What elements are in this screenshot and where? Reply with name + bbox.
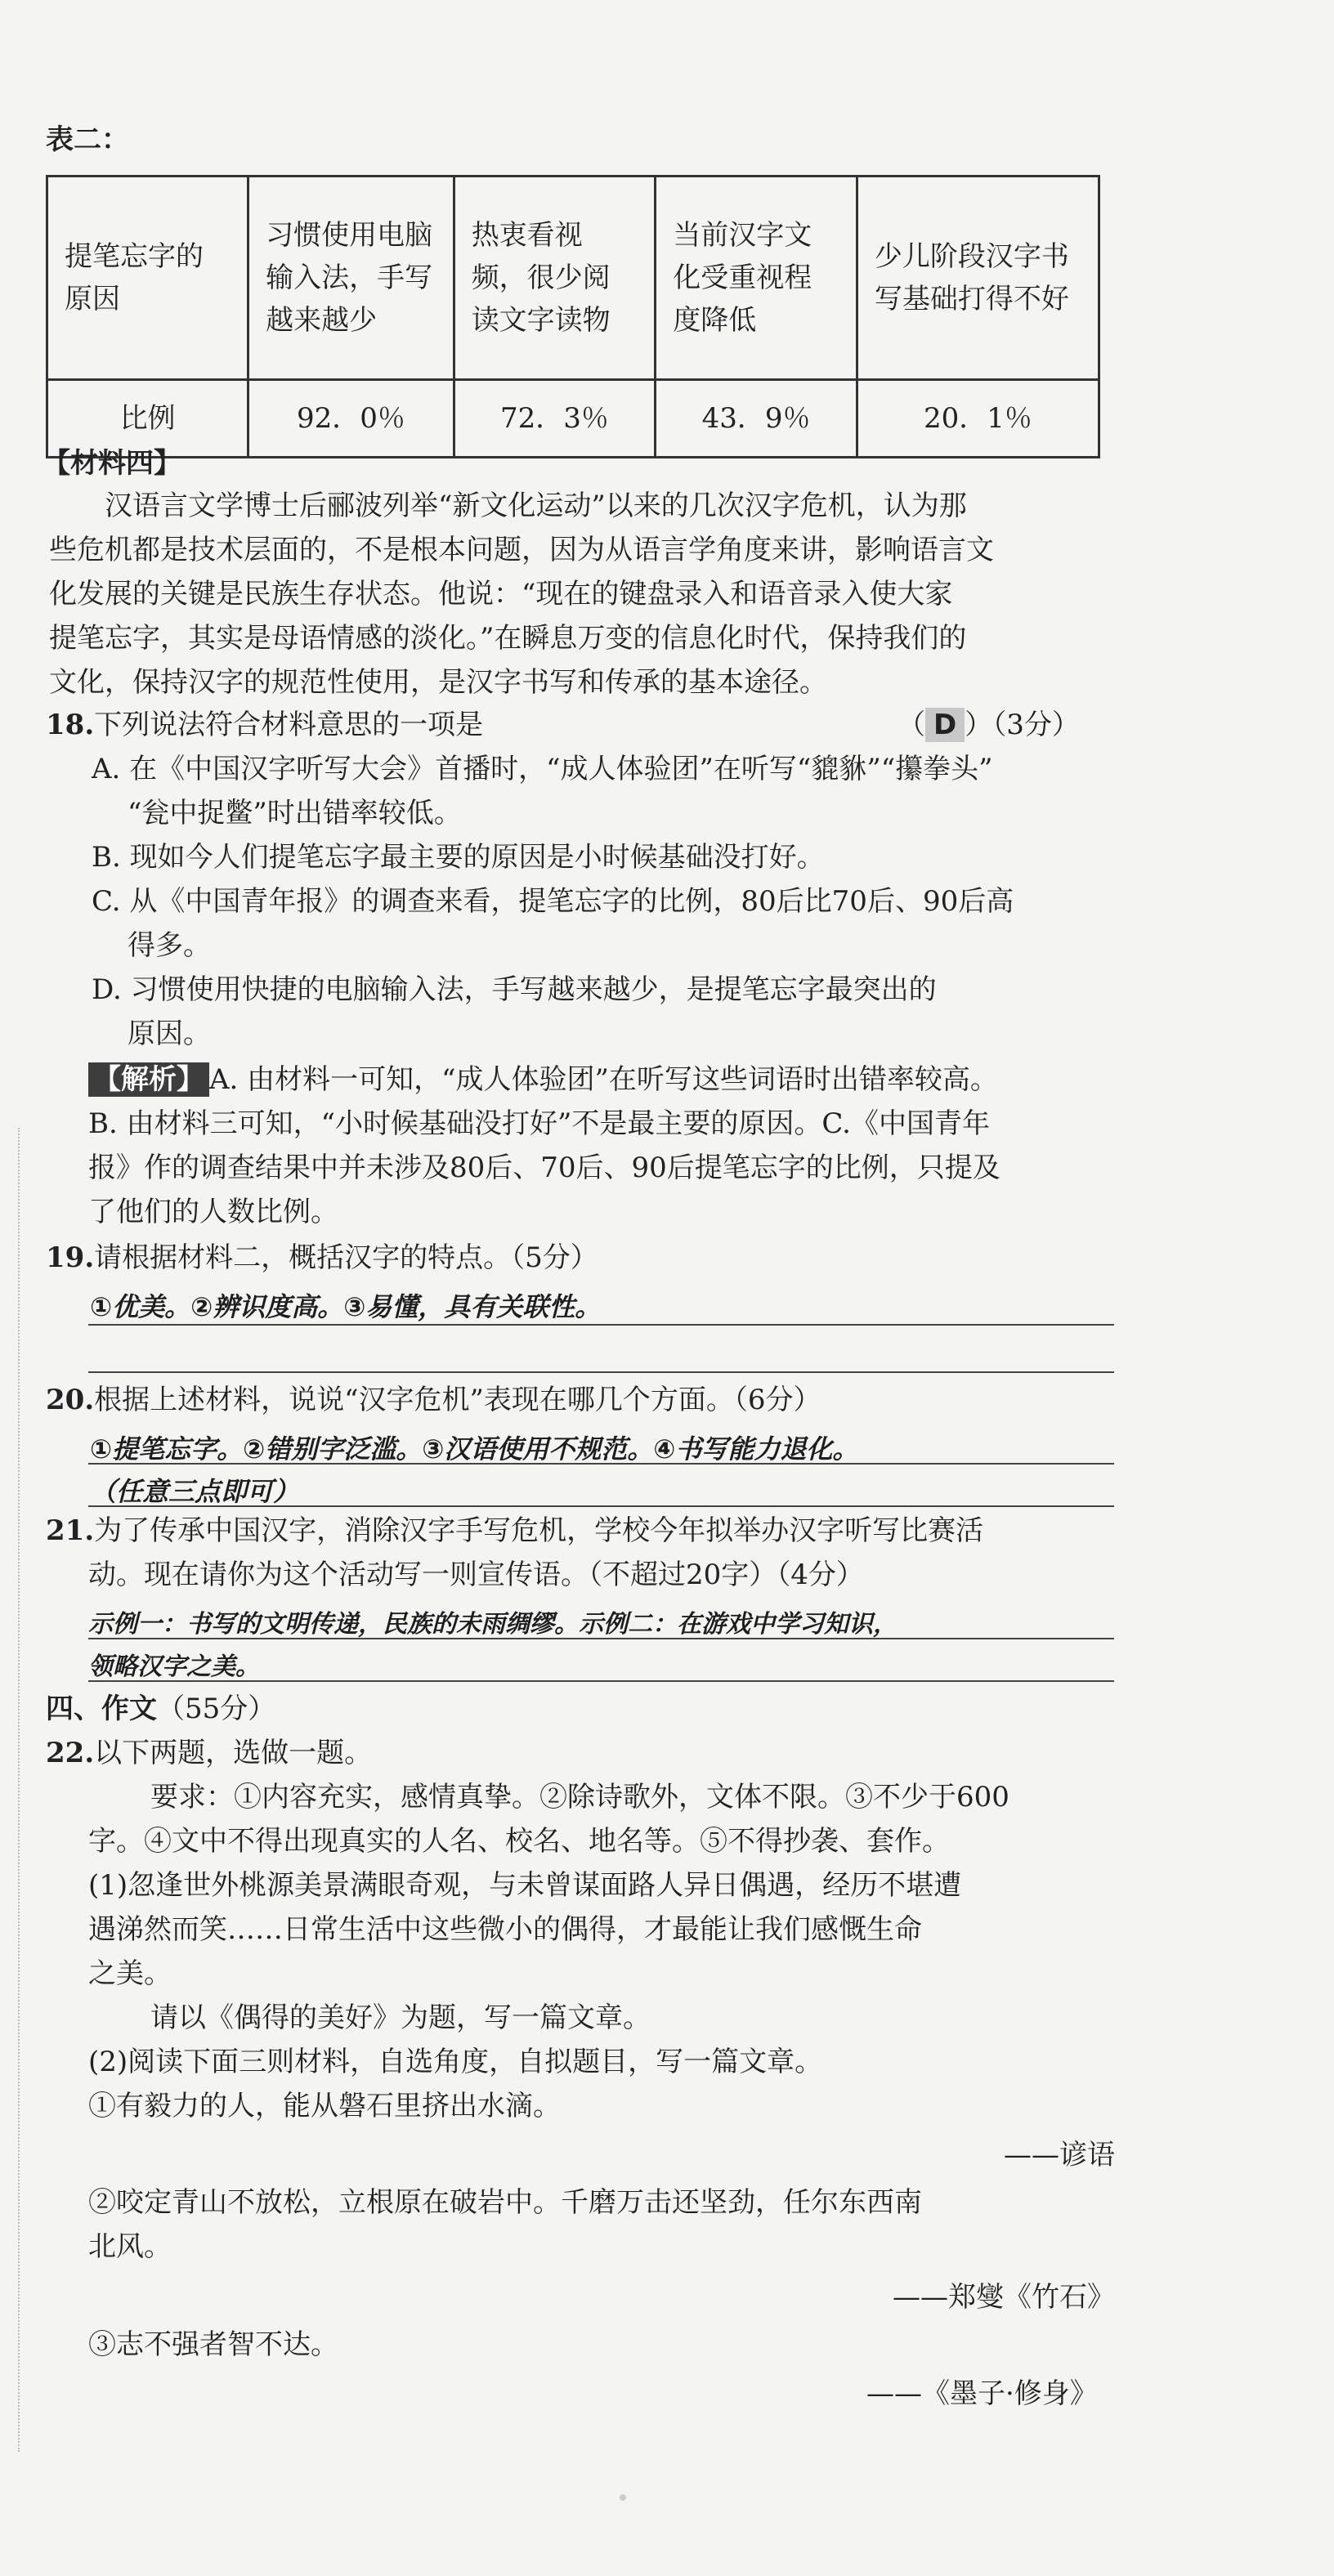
q22-material1-source: ——谚语 [1004, 2139, 1115, 2171]
analysis-text: A. 由材料一可知，“成人体验团”在听写这些词语时出错率较高。 [209, 1063, 998, 1096]
q22-prompt1: 遇涕然而笑……日常生活中这些微小的偶得，才最能让我们感慨生命 [88, 1913, 922, 1946]
option-a: A. 在《中国汉字听写大会》首播时，“成人体验团”在听写“貔貅”“攥拳头” [92, 753, 993, 785]
q20-stem [46, 1383, 821, 1417]
question-number: 19. [46, 1241, 95, 1274]
q22-prompt2: (2)阅读下面三则材料，自选角度，自拟题目，写一篇文章。 [88, 2046, 823, 2078]
q22-material3-source: ——《墨子·修身》 [866, 2377, 1098, 2410]
table-header-cell: 热衷看视频，很少阅读文字读物 [454, 177, 656, 380]
q22-requirement: 要求：①内容充实，感情真挚。②除诗歌外，文体不限。③不少于600 [150, 1781, 1009, 1813]
analysis-line: B. 由材料三可知，“小时候基础没打好”不是最主要的原因。C.《中国青年 [88, 1107, 990, 1140]
option-c: C. 从《中国青年报》的调查来看，提笔忘字的比例，80后比70后、90后高 [92, 885, 1014, 918]
q18-answer-slot [898, 708, 1080, 742]
table-cell: 92．0％ [248, 380, 454, 458]
answer-line [88, 1680, 1114, 1682]
table-header-row [47, 177, 1099, 380]
q22-material2: ②咬定青山不放松，立根原在破岩中。千磨万击还坚劲，任尔东西南 [88, 2186, 922, 2219]
q20-answer: （任意三点即可） [90, 1476, 300, 1507]
question-number: 18. [46, 709, 95, 741]
table-header-cell: 少儿阶段汉字书写基础打得不好 [857, 177, 1099, 380]
section-score: （55分） [157, 1693, 276, 1725]
question-text: 为了传承中国汉字，消除汉字手写危机，学校今年拟举办汉字听写比赛活 [94, 1514, 984, 1547]
answer-line [88, 1324, 1114, 1326]
page-dot [620, 2494, 626, 2501]
analysis-line: 了他们的人数比例。 [88, 1196, 338, 1228]
table-caption: 表二： [46, 123, 129, 156]
table-cell: 72．3％ [454, 380, 656, 458]
question-text: 请根据材料二，概括汉字的特点。（5分） [94, 1241, 598, 1274]
material4-line: 化发展的关键是民族生存状态。他说：“现在的键盘录入和语音录入使大家 [49, 578, 953, 610]
q21-stem [46, 1514, 983, 1548]
q18-stem [46, 708, 483, 742]
material4-title: 材料四 [70, 447, 154, 480]
material4-line: 提笔忘字，其实是母语情感的淡化。”在瞬息万变的信息化时代，保持我们的 [49, 622, 967, 655]
question-number: 22. [46, 1737, 95, 1769]
question-number: 21. [46, 1514, 95, 1547]
answer-line [88, 1505, 1114, 1507]
q22-prompt1: (1)忽逢世外桃源美景满眼奇观，与未曾谋面路人异日偶遇，经历不堪遭 [88, 1869, 962, 1902]
option-c-cont: 得多。 [128, 929, 211, 962]
q22-prompt1: 之美。 [88, 1957, 172, 1990]
table-header-cell: 当前汉字文化受重视程度降低 [656, 177, 857, 380]
answer-line [88, 1638, 1114, 1639]
question-number: 20. [46, 1384, 95, 1416]
analysis-line [88, 1062, 998, 1097]
material4-line: 汉语言文学博士后郦波列举“新文化运动”以来的几次汉字危机，认为那 [105, 490, 967, 522]
table-2 [46, 175, 1100, 458]
material4-line: 文化，保持汉字的规范性使用，是汉字书写和传承的基本途径。 [49, 666, 827, 699]
table-cell: 43．9％ [656, 380, 857, 458]
answer-line [88, 1463, 1114, 1465]
q22-prompt1-task: 请以《偶得的美好》为题，写一篇文章。 [150, 2001, 651, 2034]
margin-dotted-line [18, 1128, 20, 2452]
answer-box: D [925, 708, 965, 742]
table-data-row [47, 380, 1099, 458]
q19-stem [46, 1241, 598, 1275]
paren-open: （ [898, 709, 925, 741]
table-cell: 20．1％ [857, 380, 1099, 458]
q22-requirement: 字。④文中不得出现真实的人名、校名、地名等。⑤不得抄袭、套作。 [88, 1825, 950, 1858]
table-row-label: 比例 [47, 380, 248, 458]
section-4-heading [46, 1692, 275, 1726]
option-d-cont: 原因。 [128, 1017, 211, 1050]
q22-material2: 北风。 [88, 2230, 172, 2263]
q21-answer: 示例一：书写的文明传递，民族的未雨绸缪。示例二：在游戏中学习知识， [88, 1610, 898, 1639]
q20-answer: ①提笔忘字。②错别字泛滥。③汉语使用不规范。④书写能力退化。 [90, 1433, 859, 1465]
material4-heading: 【材料四】 [43, 447, 181, 480]
q21-stem-cont: 动。现在请你为这个活动写一则宣传语。（不超过20字）（4分） [88, 1559, 864, 1591]
table-header-cell: 提笔忘字的原因 [47, 177, 248, 380]
q22-material2-source: ——郑燮《竹石》 [893, 2281, 1115, 2314]
answer-line [88, 1371, 1114, 1373]
score-label: ）（3分） [965, 709, 1080, 741]
material4-line: 些危机都是技术层面的，不是根本问题，因为从语言学角度来讲，影响语言文 [49, 534, 994, 566]
section-title: 四、作文 [46, 1693, 157, 1725]
option-d: D. 习惯使用快捷的电脑输入法，手写越来越少，是提笔忘字最突出的 [92, 973, 937, 1006]
q19-answer: ①优美。②辨识度高。③易懂，具有关联性。 [90, 1291, 602, 1322]
analysis-label: 【解析】 [88, 1062, 209, 1097]
option-b: B. 现如今人们提笔忘字最主要的原因是小时候基础没打好。 [92, 841, 825, 874]
question-text: 下列说法符合材料意思的一项是 [94, 709, 484, 741]
q22-material1: ①有毅力的人，能从磐石里挤出水滴。 [88, 2090, 561, 2122]
option-a-cont: “瓮中捉鳖”时出错率较低。 [128, 797, 462, 830]
question-text: 以下两题，选做一题。 [94, 1737, 373, 1769]
question-text: 根据上述材料，说说“汉字危机”表现在哪几个方面。（6分） [94, 1384, 821, 1416]
q21-answer: 领略汉字之美。 [88, 1652, 260, 1681]
analysis-line: 报》作的调查结果中并未涉及80后、70后、90后提笔忘字的比例，只提及 [88, 1152, 1000, 1184]
q22-material3: ③志不强者智不达。 [88, 2328, 338, 2361]
q22-stem [46, 1736, 372, 1770]
table-header-cell: 习惯使用电脑输入法，手写越来越少 [248, 177, 454, 380]
